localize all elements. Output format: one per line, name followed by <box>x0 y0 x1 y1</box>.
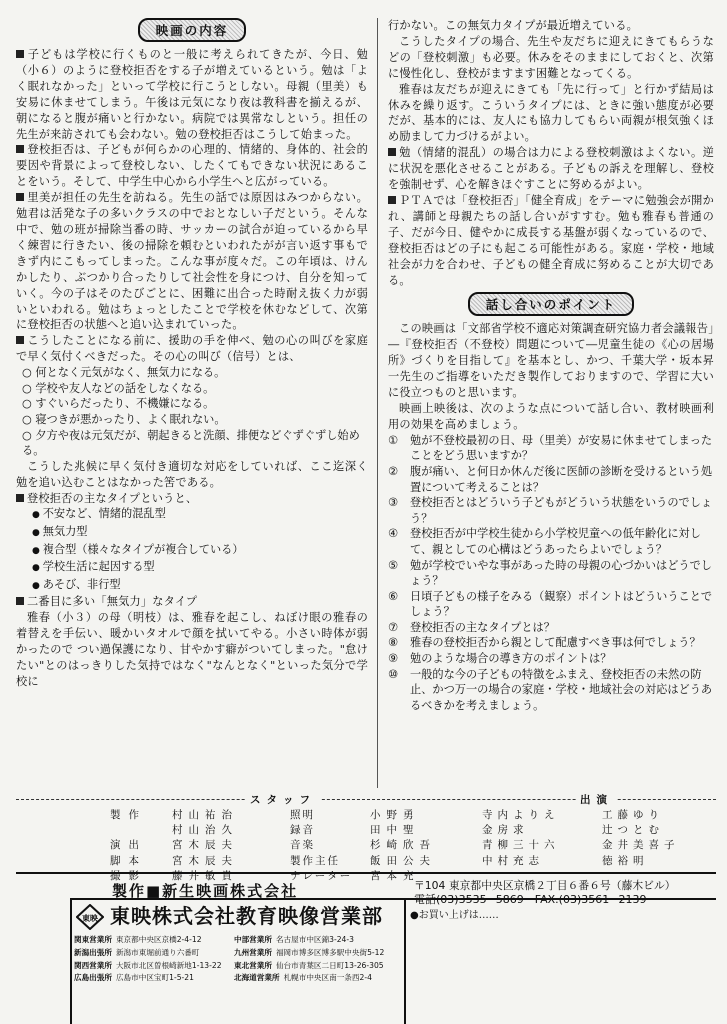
list-item: ② 腹が痛い、と何日か休んだ後に医師の診断を受けるという処置について考えることは？ <box>388 464 713 494</box>
cast-name: 金房求 <box>482 824 529 837</box>
list-item: ○ すぐいらだったり、不機嫌になる。 <box>22 396 368 412</box>
paragraph: 雅春（小３）の母（明枝）は、雅春を起こし、ねぼけ眼の雅春の着替えを手伝い、暖かいタオルで顔を拭いてやる。小さい時体が弱かったので つい過保護になり、甘やかす癖がついてしまった。"怠けたい"とのはっきりした気持ではなく"なんとなく"といった気分で学校に <box>16 611 368 688</box>
bullet-square-icon <box>16 597 24 605</box>
paragraph: 登校拒否の主なタイプというと、 <box>16 491 368 507</box>
list-item: ○ 学校や友人などの話をしなくなる。 <box>22 381 368 397</box>
list-item: ⑤ 勉が学校でいやな事があった時の母親の心づかいはどうでしょう？ <box>388 558 712 588</box>
right-column <box>388 18 714 713</box>
cast-name: 寺内よりえ <box>482 809 560 821</box>
paragraph: 登校拒否は、子どもが何らかの心理的、情緒的、身体的、社会的要因や背景によって登校しない、したくてもできない状況にあることをいう。そして、中学生中心から小学生へと広がっている。 <box>16 143 368 189</box>
credit-row: 製作主任 飯田公夫 <box>290 854 436 867</box>
svg-text:東映: 東映 <box>82 914 98 923</box>
list-item: ○ 何となく元気がなく、無気力になる。 <box>22 365 368 381</box>
paragraph: こうした兆候に早く気付き適切な対応をしていれば、ここ迄深く勉を追い込むことはなかった筈である。 <box>16 459 368 489</box>
discussion-points-list <box>388 433 714 714</box>
paragraph: ＰＴＡでは「登校拒否」「健全育成」をテーマに勉強会が開かれ、講師と母親たちの話し合いがすすむ。勉も雅春も普通の子、だが今日、健やかに成長する基盤が弱くなっているので、登校拒否はどの子にも起こる可能性がある。家庭・学校・地域社会が力を合わせ、子どもの健全育成に努めることが大切である。 <box>388 193 714 287</box>
office-item: 中部営業所 名古屋市中区錦3-24-3 <box>234 935 354 944</box>
staff-cast-bar <box>16 792 716 806</box>
column-divider <box>377 18 378 788</box>
producer-name: 製作■新生映画株式会社 <box>112 882 299 900</box>
list-item: ● 無気力型 <box>32 524 368 542</box>
purchase-box <box>402 898 716 1024</box>
office-item: 東北営業所 仙台市青葉区二日町13-26-305 <box>234 960 384 970</box>
credit-row: 照明 小野勇 <box>290 809 420 821</box>
list-item: ● 不安など、情緒的混乱型 <box>32 506 368 524</box>
bullet-square-icon <box>16 336 24 344</box>
bullet-square-icon <box>388 196 396 204</box>
bullet-square-icon <box>16 494 24 502</box>
cast-label: 出演 <box>576 792 617 807</box>
cast-name: 青柳三十六 <box>482 839 560 852</box>
paragraph: 行かない。この無気力タイプが最近増えている。 <box>388 19 638 32</box>
paragraph: 勉（情緒的混乱）の場合は力による登校刺激はよくない。逆に状況を悪化させることがある。子どもの訴えを理解し、登校を強制せず、心を解きほぐすことに努めるがよい。 <box>388 146 714 192</box>
cast-name: 辻つとむ <box>602 824 664 837</box>
types-list <box>32 506 368 594</box>
office-item: 北海道営業所 札幌市中央区南一条西2-4 <box>234 973 372 983</box>
list-item: ③ 登校拒否とはどういう子どもがどういう状態をいうのでしょう？ <box>388 496 713 525</box>
discussion-heading: 話し合いのポイント <box>388 292 714 316</box>
list-item: ● あそび、非行型 <box>32 577 368 595</box>
list-item: ⑧ 雅春の登校拒否から親として配慮すべき事は何でしょう？ <box>388 636 701 650</box>
paragraph: こうしたタイプの場合、先生や友だちに迎えにきてもらうなどの「登校刺激」も必要。休みをそのままにしておくと、次第に慢性化し、登校がますます困難となってくる。 <box>388 34 714 80</box>
cast-name: 徳裕明 <box>602 854 649 867</box>
paragraph: 映画上映後は、次のような点について話し合い、教材映画利用の効果を高めましょう。 <box>388 401 714 431</box>
credit-row: 音楽 杉崎欣吾 <box>290 839 436 852</box>
cast-name: 工藤ゆり <box>602 809 664 821</box>
staff-label: スタッフ <box>246 792 320 807</box>
left-column <box>16 18 368 690</box>
paragraph: 里美が担任の先生を訪ねる。先生の話では原因はみつからない。勉君は活発な子の多いクラスの中でおとなしい子だという。そんな中で、勉の班が掃除当番の時、サッカーの試合が迫っているから早く練習に行きたい、後の掃除を頼むといわれたがが言い返す事もできず内にこもってしまった。こんな事が度々だ。この年頃は、けんかしたり、ぶつかり合ったりして社会性を身につけ、自分を知っていく。今の子はそのたびごとに、困難に出合った時耐え抜く力が弱いといわれる。勉はちょっとしたことで学校を休むなどして、次第に登校拒否の状態へと追い込まれていった。 <box>16 191 368 332</box>
paragraph: 子どもは学校に行くものと一般に考えられてきたが、今日、勉（小６）のように登校拒否をする子が増えているという。勉は「よく眠れなかった」といって学校に行こうとしない。母親（里美）も安易に休ませてしまう。午後は元気になり夜は教科書を揃えるが、朝になると腹が痛いと行かない。病院では異常なしという。担任の先生が来訪されても会わない。勉の登校拒否はこうして始まった。 <box>16 48 368 141</box>
list-item: ⑦ 登校拒否の主なタイプとは？ <box>388 620 555 634</box>
purchase-label: ●お買い上げは…… <box>410 910 499 921</box>
paragraph: 二番目に多い「無気力」なタイプ <box>16 594 368 610</box>
producer-phone: 電話(03)3535−5869 FAX.(03)3561−2139 <box>414 893 647 906</box>
office-item: 関東営業所 東京都中央区京橋2-4-12 <box>74 935 202 944</box>
signals-list <box>22 365 368 459</box>
paragraph: この映画は「文部省学校不適応対策調査研究協力者会議報告」―『登校拒否（不登校）問題について―児童生徒の《心の居場所》づくりを目指して』を基本とし、かつ、千葉大学・坂本昇一先生のご指導をいただき製作しておりますので、学習に大いに役立つものと思います。 <box>388 322 714 400</box>
list-item: ① 勉が不登校最初の日、母（里美）が安易に休ませてしまったことをどう思いますか？ <box>388 433 713 463</box>
cast-name: 金井美喜子 <box>602 839 680 852</box>
credit-row: 撮影 藤井敏貴 <box>110 869 238 882</box>
cast-list <box>482 808 712 869</box>
office-list <box>74 934 400 985</box>
content-heading: 映画の内容 <box>16 18 368 42</box>
office-item: 広島出張所 広島市中区宝町1-5-21 <box>74 973 194 983</box>
toei-logo-icon <box>76 904 104 930</box>
cast-name: 中村充志 <box>482 854 544 867</box>
list-item: ○ 夕方や夜は元気だが、朝起きると洗顔、排便などぐずぐずし始める。 <box>22 428 368 459</box>
office-item: 九州営業所 福岡市博多区博多駅中央街5-12 <box>234 947 385 957</box>
credit-row: ナレーター 宮本充 <box>290 869 420 882</box>
paragraph: こうしたことになる前に、援助の手を伸べ、勉の心の叫びを家庭で早く気付くべきだった。その心の叫び（信号）とは、 <box>16 334 368 364</box>
list-item: ● 複合型（様々なタイプが複合している） <box>32 542 368 560</box>
bullet-square-icon <box>16 145 24 153</box>
bullet-square-icon <box>16 193 24 201</box>
credit-row: 脚本 宮木辰夫 <box>110 854 238 867</box>
list-item: ⑥ 日頃子どもの様子をみる（観察）ポイントはどういうことでしょう？ <box>388 589 713 619</box>
credit-row: 製作 村山祐治 <box>110 809 238 821</box>
bullet-square-icon <box>16 50 24 58</box>
list-item: ⑨ 勉のような場合の導き方のポイントは？ <box>388 652 612 666</box>
list-item: ○ 寝つきが悪かったり、よく眠れない。 <box>22 412 368 428</box>
list-item: ⑩ 一般的な今の子どもの特徴をふまえ、登校拒否の未然の防止、かつ万一の場合の家庭・学校・地域社会の対応はどうあるべきかを考えましょう。 <box>388 667 713 712</box>
office-item: 新潟出張所 新潟市東堀前通り六番町 <box>74 947 200 957</box>
bullet-square-icon <box>388 148 396 156</box>
divider <box>16 872 716 874</box>
list-item: ● 学校生活に起因する型 <box>32 559 368 577</box>
producer-address: 〒104 東京都中央区京橋２丁目６番６号（藤木ビル） 電話(03)3535−5869 FAX.(03)3561−2139 <box>414 879 676 906</box>
paragraph: 雅春は友だちが迎えにきても「先に行って」と行かず結局は休みを繰り返す。こういうタイプには、ときに強い態度が必要だが、基本的には、友人にも協力してもらい両親が根気強くほめ励まして力づけるがよい。 <box>388 82 714 144</box>
office-item: 関西営業所 大阪市北区曽根崎新地1-13-22 <box>74 960 222 970</box>
credit-row: 演出 宮木辰夫 <box>110 839 238 852</box>
credit-row: 村山治久 <box>172 824 238 837</box>
distributor-name: 東映株式会社教育映像営業部 <box>110 904 383 928</box>
list-item: ④ 登校拒否が中学校生徒から小学校児童への低年齢化に対して、親としての心構はどうあったらよいでしょう？ <box>388 527 701 556</box>
credit-row: 録音 田中聖 <box>290 824 420 837</box>
